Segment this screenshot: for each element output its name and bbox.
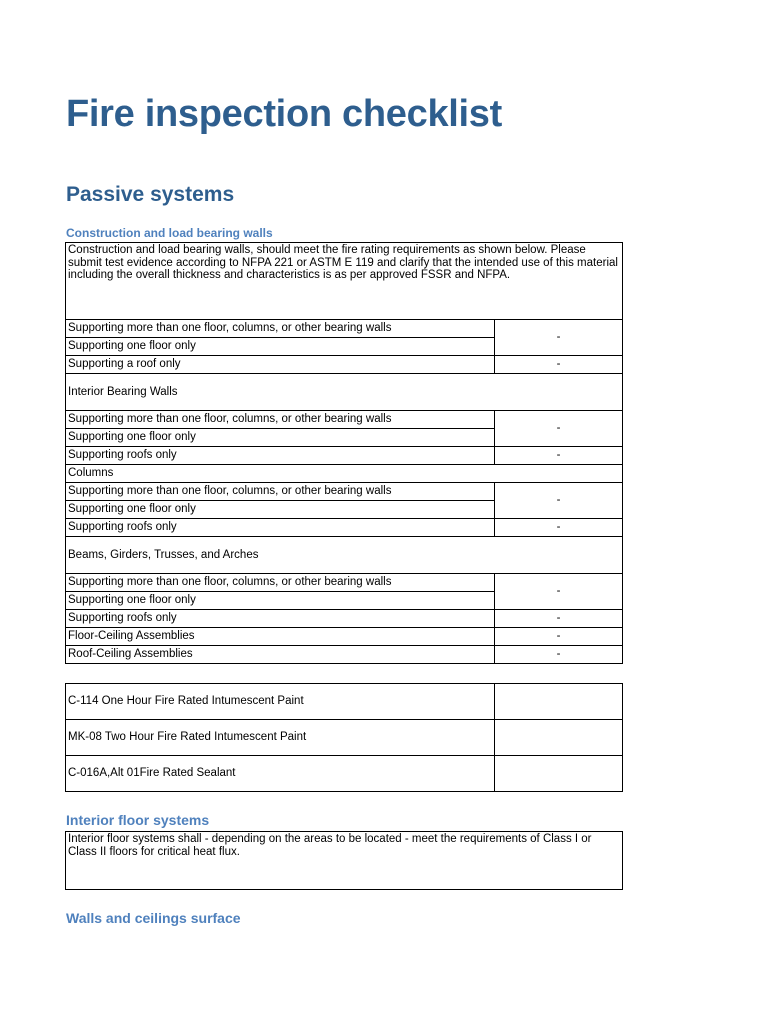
product-value-cell [495, 684, 623, 720]
table-row-label: Supporting one floor only [66, 592, 495, 610]
table-row-label: Supporting more than one floor, columns, or other bearing walls [66, 411, 495, 429]
page-title: Fire inspection checklist [66, 93, 502, 135]
product-name: C-114 One Hour Fire Rated Intumescent Paint [66, 684, 495, 720]
product-name: MK-08 Two Hour Fire Rated Intumescent Paint [66, 720, 495, 756]
product-value-cell [495, 756, 623, 792]
table-cell-value: - [495, 646, 623, 664]
table-cell-value: - [495, 447, 623, 465]
table-row-label: Supporting more than one floor, columns, or other bearing walls [66, 320, 495, 338]
table-cell-value: - [495, 519, 623, 537]
walls-requirements-table [65, 242, 623, 664]
table-row-label: Supporting roofs only [66, 519, 495, 537]
product-name: C-016A,Alt 01Fire Rated Sealant [66, 756, 495, 792]
subsection-heading-walls: Construction and load bearing walls [66, 226, 273, 240]
walls-intro-text: Construction and load bearing walls, should meet the fire rating requirements as shown below. Please submit test evidence according to NFPA 221 or ASTM E 119 and clarify that the intended use of this material including the overall thickness and characteristics is as per approved FSSR and NFPA. [66, 243, 623, 320]
table-row-label: Floor-Ceiling Assemblies [66, 628, 495, 646]
table-cell-value: - [495, 356, 623, 374]
subsection-heading-floor-systems: Interior floor systems [66, 812, 210, 828]
table-row-label: Supporting roofs only [66, 447, 495, 465]
subsection-heading-walls-ceilings-surface: Walls and ceilings surface [66, 910, 241, 926]
table-cell-value: - [495, 574, 623, 610]
table-group-heading: Beams, Girders, Trusses, and Arches [66, 537, 623, 574]
floor-systems-table [65, 831, 623, 890]
table-cell-value: - [495, 610, 623, 628]
table-group-heading: Columns [66, 465, 623, 483]
floor-intro-text: Interior floor systems shall - depending on the areas to be located - meet the requirements of Class I or Class II floors for critical heat flux. [66, 832, 623, 890]
table-cell-value: - [495, 411, 623, 447]
table-group-heading: Interior Bearing Walls [66, 374, 623, 411]
table-row-label: Supporting a roof only [66, 356, 495, 374]
table-cell-value: - [495, 320, 623, 356]
table-row-label: Supporting more than one floor, columns, or other bearing walls [66, 574, 495, 592]
product-value-cell [495, 720, 623, 756]
table-row-label: Supporting one floor only [66, 429, 495, 447]
table-row-label: Supporting more than one floor, columns, or other bearing walls [66, 483, 495, 501]
table-cell-value: - [495, 483, 623, 519]
products-table [65, 683, 623, 792]
table-row-label: Supporting roofs only [66, 610, 495, 628]
table-cell-value: - [495, 628, 623, 646]
section-heading-passive-systems: Passive systems [66, 183, 235, 206]
table-row-label: Roof-Ceiling Assemblies [66, 646, 495, 664]
table-row-label: Supporting one floor only [66, 501, 495, 519]
table-row-label: Supporting one floor only [66, 338, 495, 356]
